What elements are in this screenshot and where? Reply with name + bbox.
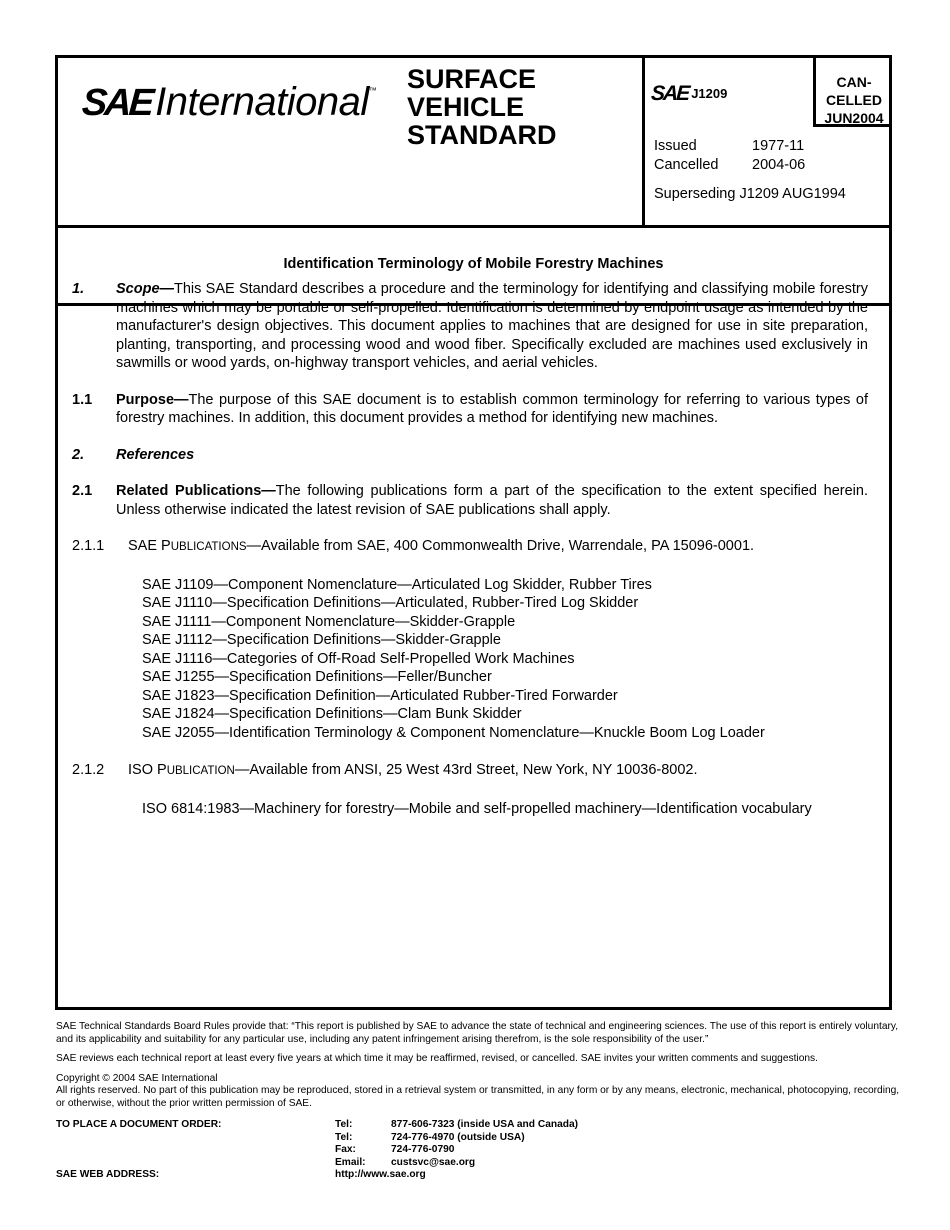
footer-notices [56,1021,901,1117]
list-item: SAE J1824—Specification Definitions—Clam Bunk Skidder [142,706,522,722]
document-body [72,280,872,837]
list-item: SAE J2055—Identification Terminology & Component Nomenclature—Knuckle Boom Log Loader [142,724,765,741]
logo-trademark: ™ [368,86,377,95]
header-divider [642,58,645,225]
list-item: SAE J1255—Specification Definitions—Feller/Buncher [142,669,492,685]
email-link[interactable]: custsvc@sae.org [391,1156,476,1168]
list-item: SAE J1116—Categories of Off-Road Self-Propelled Work Machines [142,650,575,667]
list-item: SAE J1109—Component Nomenclature—Articulated Log Skidder, Rubber Tires [142,576,652,593]
iso-reference: ISO 6814:1983—Machinery for forestry—Mobile and self-propelled machinery—Identification vocabulary [142,800,812,817]
list-item: SAE J1110—Specification Definitions—Articulated, Rubber-Tired Log Skidder [142,595,639,611]
section-2-1-1: 2.1.1 SAE PUBLICATIONS—Available from SAE, 400 Commonwealth Drive, Warrendale, PA 15096-0001. [72,538,755,554]
standard-type: SURFACE VEHICLE STANDARD [407,64,557,150]
document-title: Identification Terminology of Mobile Forestry Machines [58,225,889,306]
list-item: SAE J1111—Component Nomenclature—Skidder-Grapple [142,613,516,630]
section-2: 2. References [72,446,195,463]
logo-international: International [155,80,369,124]
web-label: SAE WEB ADDRESS: [56,1169,160,1180]
board-rules: SAE Technical Standards Board Rules provide that: “This report is published by SAE to advance the state of technical and engineering sciences. The use of this report is entirely voluntary, and its applicability and suitability for any particular use, including any patent infringement arising therefrom, is the sole responsibility of the user.” [56,1021,899,1045]
issue-info: Issued 1977-11 Cancelled 2004-06 Superseding J1209 AUG1994 [654,138,846,202]
copyright: Copyright © 2004 SAE International [56,1072,218,1084]
logo-sae: SAE [80,82,153,124]
superseding: Superseding J1209 AUG1994 [654,186,846,202]
sae-international-logo [82,80,377,130]
list-item: SAE J1823—Specification Definition—Articulated Rubber-Tired Forwarder [142,687,618,704]
section-1: 1. Scope—This SAE Standard describes a procedure and the terminology for identifying and classifying mobile forestry machines which may be portable or self-propelled. Identification is determined by endpoint usage as intended by the manufacturer's design objectives. This document applies to machines that are designed for use in site preparation, planting, transporting, and processing wood and wood fiber. Specifically excluded are machines used exclusively in sawmills or wood yards, on-highway transport vehicles, and aerial vehicles. [72,281,868,371]
header [58,58,889,228]
sae-references-list [142,576,872,743]
list-item: SAE J1112—Specification Definitions—Skidder-Grapple [142,632,501,648]
section-1-1: 1.1 Purpose—The purpose of this SAE document is to establish common terminology for referring to various types of forestry machines. In addition, this document provides a method for identifying new machines. [72,391,868,426]
web-link[interactable]: http://www.sae.org [335,1169,426,1180]
document-number: SAE J1209 [650,82,728,105]
section-2-1: 2.1 Related Publications—The following publications form a part of the specification to the extent specified herein. Unless otherwise indicated the latest revision of SAE publications shall apply. [72,483,868,518]
review-note: SAE reviews each technical report at least every five years at which time it may be reaffirmed, revised, or cancelled. SAE invites your written comments and suggestions. [56,1053,818,1064]
section-2-1-2: 2.1.2 ISO PUBLICATION—Available from ANSI, 25 West 43rd Street, New York, NY 10036-8002. [72,762,698,778]
cancelled-status-box: CAN- CELLED JUN2004 [813,58,892,127]
rights-notice: All rights reserved. No part of this publication may be reproduced, stored in a retrieval system or transmitted, in any form or by any means, electronic, mechanical, photocopying, recording, or otherwise, without the prior written permission of SAE. [56,1085,900,1109]
sae-small-logo: SAE [650,82,690,105]
order-label: TO PLACE A DOCUMENT ORDER: [56,1119,222,1130]
contact-list: Tel: 877-606-7323 (inside USA and Canada) Tel: 724-776-4970 (outside USA) Fax: 724-776-0790 Email: custsvc@sae.org http://www.sae.org [335,1119,579,1180]
